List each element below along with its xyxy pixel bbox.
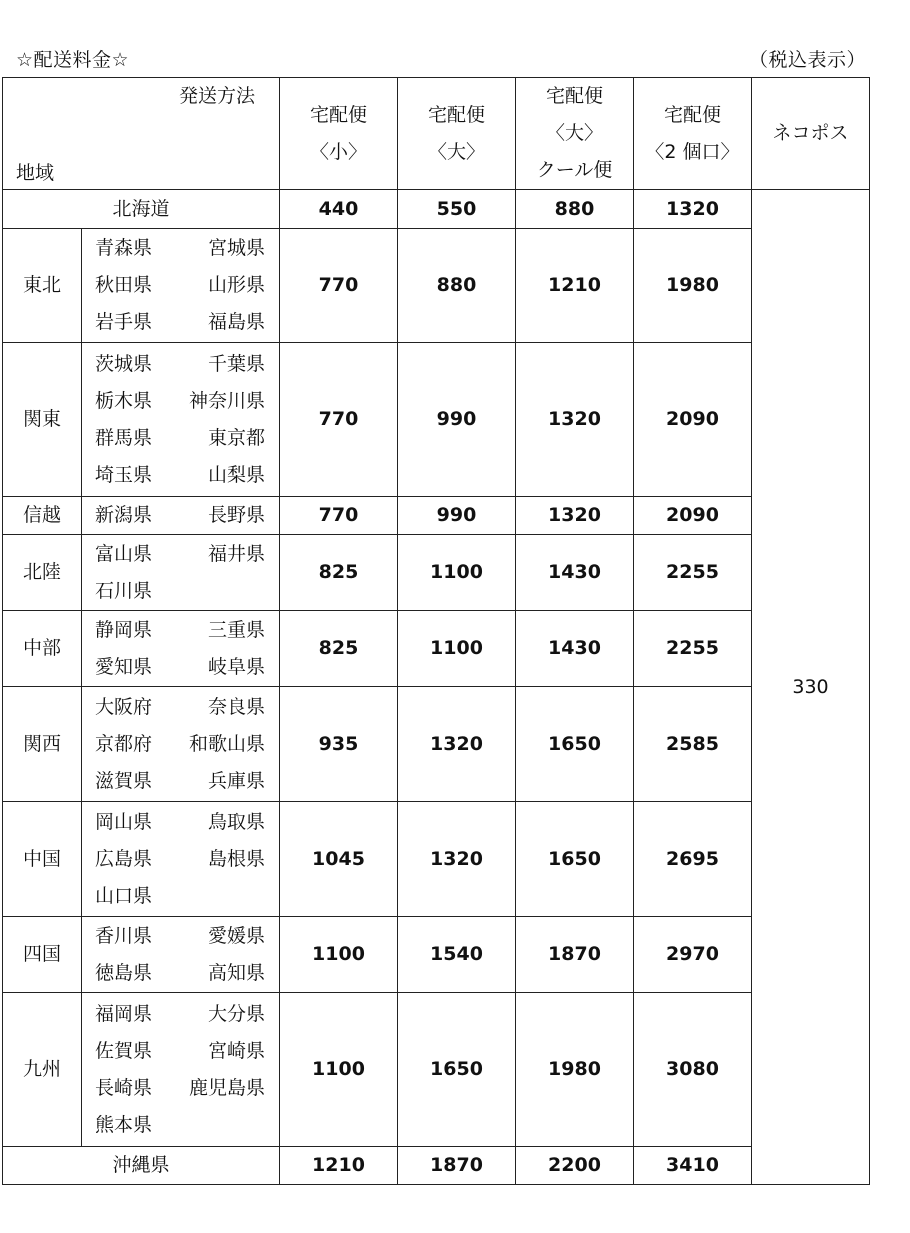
region-cell: 関東 — [3, 343, 82, 497]
region-cell: 中国 — [3, 802, 82, 917]
price-cell: 2970 — [634, 917, 752, 993]
price-cell: 1210 — [516, 229, 634, 343]
region-cell: 信越 — [3, 497, 82, 535]
table-row — [3, 802, 870, 917]
col-header-large-cool: 宅配便 〈大〉 クール便 — [516, 78, 634, 190]
prefecture-list: 大阪府 奈良県 京都府 和歌山県 滋賀県 兵庫県 — [82, 687, 280, 802]
price-cell: 1430 — [516, 611, 634, 687]
price-cell: 1540 — [398, 917, 516, 993]
page-title: ☆配送料金☆ — [16, 49, 130, 71]
col-header-two-parcels: 宅配便 〈2 個口〉 — [634, 78, 752, 190]
price-cell: 1320 — [516, 343, 634, 497]
price-cell: 1100 — [398, 611, 516, 687]
col-header-small: 宅配便 〈小〉 — [280, 78, 398, 190]
price-cell: 1045 — [280, 802, 398, 917]
price-cell: 1650 — [398, 993, 516, 1147]
region-cell: 中部 — [3, 611, 82, 687]
price-cell: 1650 — [516, 687, 634, 802]
price-cell: 1210 — [280, 1147, 398, 1185]
shipping-rate-table — [2, 77, 870, 1185]
price-cell: 550 — [398, 190, 516, 229]
prefecture-list: 岡山県 鳥取県 広島県 島根県 山口県 — [82, 802, 280, 917]
corner-header-cell — [3, 78, 280, 190]
price-cell: 770 — [280, 497, 398, 535]
price-cell: 1100 — [280, 993, 398, 1147]
price-cell: 2090 — [634, 343, 752, 497]
price-cell: 440 — [280, 190, 398, 229]
table-row — [3, 1147, 870, 1185]
price-cell: 2090 — [634, 497, 752, 535]
prefecture-list: 茨城県 千葉県 栃木県 神奈川県 群馬県 東京都 埼玉県 山梨県 — [82, 343, 280, 497]
price-cell: 770 — [280, 343, 398, 497]
nekopos-price-cell: 330 — [752, 190, 870, 1185]
price-cell: 935 — [280, 687, 398, 802]
price-cell: 1320 — [398, 687, 516, 802]
price-cell: 1870 — [516, 917, 634, 993]
price-cell: 825 — [280, 611, 398, 687]
price-cell: 1320 — [516, 497, 634, 535]
table-row — [3, 497, 870, 535]
price-cell: 880 — [516, 190, 634, 229]
price-cell: 825 — [280, 535, 398, 611]
region-cell: 沖縄県 — [3, 1147, 280, 1185]
region-cell: 関西 — [3, 687, 82, 802]
table-row — [3, 535, 870, 611]
table-row — [3, 343, 870, 497]
price-cell: 1980 — [516, 993, 634, 1147]
table-row — [3, 687, 870, 802]
table-row — [3, 611, 870, 687]
price-cell: 3080 — [634, 993, 752, 1147]
price-cell: 1320 — [634, 190, 752, 229]
price-cell: 3410 — [634, 1147, 752, 1185]
table-row — [3, 229, 870, 343]
price-cell: 2255 — [634, 535, 752, 611]
price-cell: 2200 — [516, 1147, 634, 1185]
price-cell: 2255 — [634, 611, 752, 687]
region-cell: 北海道 — [3, 190, 280, 229]
price-cell: 2585 — [634, 687, 752, 802]
price-cell: 770 — [280, 229, 398, 343]
region-cell: 北陸 — [3, 535, 82, 611]
col-header-large: 宅配便 〈大〉 — [398, 78, 516, 190]
tax-note: （税込表示） — [748, 49, 866, 71]
table-row — [3, 190, 870, 229]
price-cell: 1100 — [398, 535, 516, 611]
area-label: 地域 — [16, 162, 55, 184]
table-row — [3, 993, 870, 1147]
prefecture-list: 静岡県 三重県 愛知県 岐阜県 — [82, 611, 280, 687]
col-header-nekopos: ネコポス — [752, 78, 870, 190]
price-cell: 990 — [398, 343, 516, 497]
price-cell: 1870 — [398, 1147, 516, 1185]
region-cell: 四国 — [3, 917, 82, 993]
region-cell: 東北 — [3, 229, 82, 343]
table-row — [3, 917, 870, 993]
price-cell: 1650 — [516, 802, 634, 917]
price-cell: 990 — [398, 497, 516, 535]
price-cell: 1980 — [634, 229, 752, 343]
header-row — [3, 78, 870, 190]
region-cell: 九州 — [3, 993, 82, 1147]
price-cell: 2695 — [634, 802, 752, 917]
prefecture-list: 福岡県 大分県 佐賀県 宮崎県 長崎県 鹿児島県 熊本県 — [82, 993, 280, 1147]
prefecture-list: 青森県 宮城県 秋田県 山形県 岩手県 福島県 — [82, 229, 280, 343]
method-label: 発送方法 — [178, 85, 255, 107]
price-cell: 880 — [398, 229, 516, 343]
prefecture-list: 富山県 福井県 石川県 — [82, 535, 280, 611]
price-cell: 1430 — [516, 535, 634, 611]
price-cell: 1320 — [398, 802, 516, 917]
price-cell: 1100 — [280, 917, 398, 993]
prefecture-list: 香川県 愛媛県 徳島県 高知県 — [82, 917, 280, 993]
prefecture-list: 新潟県 長野県 — [82, 497, 280, 535]
